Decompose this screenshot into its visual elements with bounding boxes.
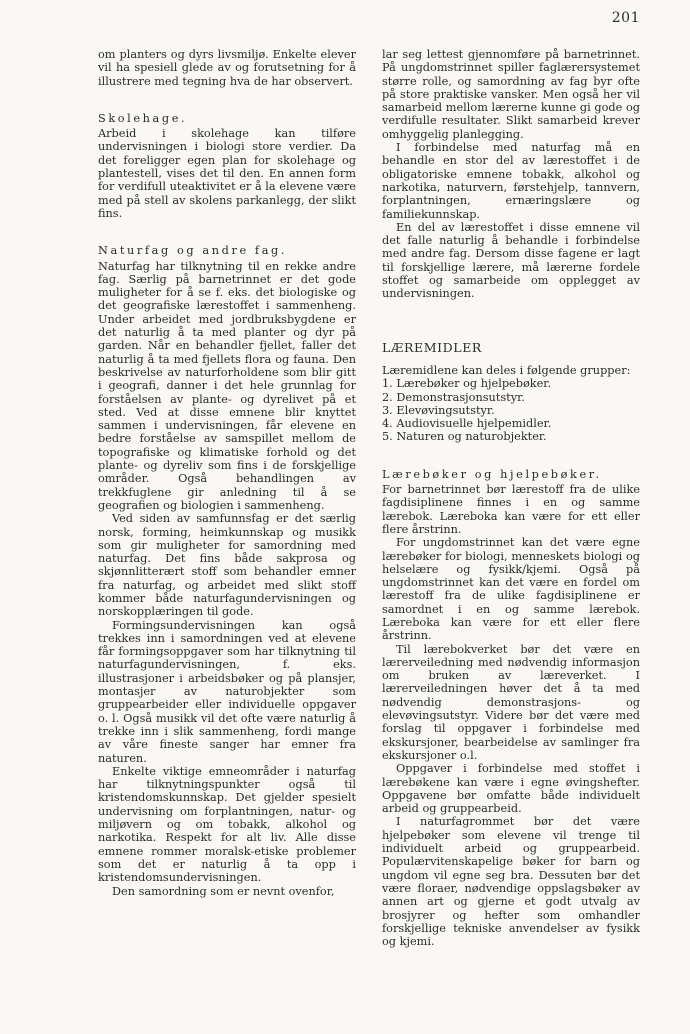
- skolehage-paragraph: Arbeid i skolehage kan tilføre undervisningen i biologi store verdier. Da det foreligger egen plan for skolehage og plantestell, vises det til den. En annen form for verdifull uteaktivitet er å la elevene være med på stell av skolens parkanlegg, der slikt fins.: [98, 127, 356, 220]
- body-paragraph: lar seg lettest gjennomføre på barnetrinnet. På ungdomstrinnet spiller faglærersystemet større rolle, og samordning av fag byr ofte på store praktiske vansker. Men også her vil samarbeid mellom lærerne kunne gi gode og verdifulle resultater. Slikt samarbeid krever omhyggelig planlegging.: [382, 48, 640, 141]
- laeremidler-intro: Læremidlene kan deles i følgende grupper:: [382, 363, 631, 377]
- laeremidler-heading: LÆREMIDLER: [382, 339, 482, 355]
- body-paragraph: Enkelte viktige emneområder i naturfag har tilknytningspunkter også til kristendomskunnskap. Det gjelder spesielt undervisning om forplantningen, natur- og miljøvern og om tobakk, alkohol og narkotika. Respekt for alt liv. Alle disse emnene rommer moralsk-etiske problemer som det er naturlig å ta opp i kristendomsundervisningen.: [98, 764, 356, 885]
- list-item: 1. Lærebøker og hjelpebøker.: [382, 377, 552, 391]
- intro-paragraph: om planters og dyrs livsmiljø. Enkelte elever vil ha spesiell glede av og forutsetning for å illustrere med tegning hva de har observert.: [98, 48, 356, 88]
- body-paragraph: Oppgaver i forbindelse med stoffet i lærebøkene kan være i egne øvingshefter. Oppgavene bør omfatte både individuelt arbeid og gruppearbeid.: [382, 762, 640, 816]
- body-paragraph: I forbindelse med naturfag må en behandle en stor del av lærestoffet i de obligatoriske emnene tobakk, alkohol og narkotika, naturvern, førstehjelp, tannvern, forplantningen, ernæringslære og familiekunnskap.: [382, 141, 640, 221]
- left-column: [98, 48, 356, 898]
- body-paragraph: For barnetrinnet bør lærestoff fra de ulike fagdisiplinene finnes i en og samme lærebok. Læreboka kan være for ett eller flere årstrinn.: [382, 483, 640, 536]
- laeremidler-list: [382, 377, 640, 443]
- right-column: [382, 48, 640, 948]
- body-paragraph: Formingsundervisningen kan også trekkes inn i samordningen ved at elevene får formingsoppgaver som har tilknytning til naturfagundervisningen, f. eks. illustrasjoner i arbeidsbøker og på plansjer, montasjer av naturobjekter som gruppearbeider eller individuelle oppgaver o. l. Også musikk vil det ofte være naturlig å trekke inn i slik sammenheng, fordi mange av våre fineste sanger har emner fra naturen.: [98, 618, 356, 765]
- list-item: 2. Demonstrasjonsutstyr.: [382, 390, 525, 404]
- list-item: 3. Elevøvingsutstyr.: [382, 403, 495, 417]
- body-paragraph: Den samordning som er nevnt ovenfor,: [112, 884, 335, 898]
- page-number: 201: [611, 10, 640, 26]
- body-paragraph: Til lærebokverket bør det være en lærerveiledning med nødvendig informasjon om bruken av læreverket. I lærerveiledningen høver det å ta med nødvendig demonstrasjons- og elevøvingsutstyr. Videre bør det være med forslag til oppgaver i forbindelse med ekskursjoner, bearbeidelse av samlinger fra ekskursjoner o.l.: [382, 642, 640, 762]
- body-paragraph: I naturfagrommet bør det være hjelpebøker som elevene vil trenge til individuelt arbeid og gruppearbeid. Populærvitenskapelige bøker for barn og ungdom vil egne seg bra. Dessuten bør det være floraer, nødvendige oppslagsbøker av annen art og gjerne et godt utvalg av brosjyrer og hefter som omhandler forskjellige tekniske anvendelser av fysikk og kjemi.: [382, 815, 640, 949]
- body-paragraph: Naturfag har tilknytning til en rekke andre fag. Særlig på barnetrinnet er det gode muligheter for å se f. eks. det biologiske og det geografiske lærestoffet i sammenheng. Under arbeidet med jordbruksbygdene er det naturlig å ta med planter og dyr på garden. Når en behandler fjellet, faller det naturlig å ta med fjellets flora og fauna. Den beskrivelse av naturforholdene som blir gitt i geografi, danner i det hele grunnlag for forståelsen av plante- og dyrelivet på et sted. Ved at disse emnene blir knyttet sammen i undervisningen, får elevene en bedre forståelse av samspillet mellom de topografiske og klimatiske forhold og det plante- og dyreliv som fins i de forskjellige områder. Også behandlingen av trekkfuglene gir anledning til å se geografien og biologien i sammenheng.: [98, 259, 356, 512]
- list-item: 5. Naturen og naturobjekter.: [382, 430, 547, 444]
- naturfag-andre-fag-heading: Naturfag og andre fag.: [98, 244, 288, 258]
- body-paragraph: For ungdomstrinnet kan det være egne lærebøker for biologi, menneskets biologi og helselære og fysikk/kjemi. Også på ungdomstrinnet kan det være en fordel om lærestoff fra de ulike fagdisiplinene er samordnet i en og samme lærebok. Læreboka kan være for ett eller flere årstrinn.: [382, 536, 640, 643]
- list-item: 4. Audiovisuelle hjelpemidler.: [382, 417, 552, 431]
- body-paragraph: Ved siden av samfunnsfag er det særlig norsk, forming, heimkunnskap og musikk som gir muligheter for samordning med naturfag. Det fins både sakprosa og skjønnlitterært stoff som behandler emner fra naturfag, og arbeidet med slikt stoff kommer både naturfagundervisningen og norskopplæringen til gode.: [98, 512, 356, 619]
- body-paragraph: En del av lærestoffet i disse emnene vil det falle naturlig å behandle i forbindelse med andre fag. Dersom disse fagene er lagt til forskjellige lærere, må lærerne fordele stoffet og samarbeide om opplegget av undervisningen.: [382, 220, 640, 301]
- laereboker-heading: Lærebøker og hjelpebøker.: [382, 467, 602, 481]
- skolehage-heading: Skolehage.: [98, 111, 188, 125]
